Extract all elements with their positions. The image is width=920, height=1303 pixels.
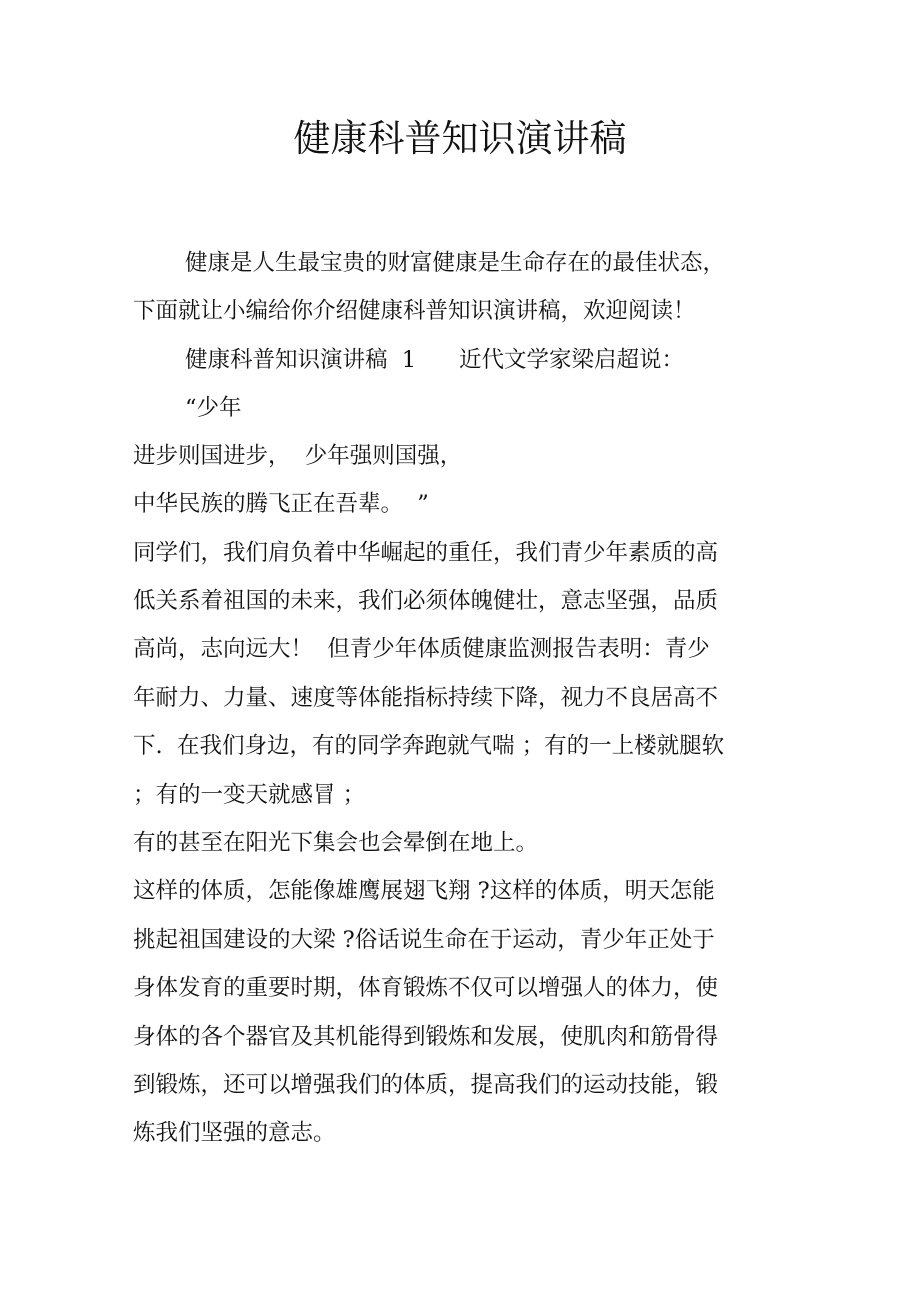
body-line: ；有的一变天就感冒 ； <box>133 782 366 808</box>
body-line: 健康是人生最宝贵的财富健康是生命存在的最佳状态， <box>185 250 726 276</box>
body-line: “少年 <box>185 395 242 421</box>
body-line: 中华民族的腾飞正在吾辈。 ” <box>133 491 429 517</box>
body-line: 挑起祖国建设的大梁 ?俗话说生命在于运动，青少年正处于 <box>133 927 715 953</box>
body-line: 身体的各个器官及其机能得到锻炼和发展，使肌肉和筋骨得 <box>133 1024 719 1050</box>
body-line: 身体发育的重要时期，体育锻炼不仅可以增强人的体力，使 <box>133 975 719 1001</box>
body-line: 炼我们坚强的意志。 <box>133 1120 336 1146</box>
body-line: 有的甚至在阳光下集会也会晕倒在地上。 <box>133 830 539 856</box>
body-line: 高尚，志向远大！ 但青少年体质健康监测报告表明：青少 <box>133 636 710 662</box>
body-line: 到锻炼，还可以增强我们的体质，提高我们的运动技能，锻 <box>133 1072 719 1098</box>
page-title: 健康科普知识演讲稿 <box>293 117 627 160</box>
body-line: 进步则国进步， 少年强则国强， <box>133 443 463 469</box>
body-line: 健康科普知识演讲稿 1 近代文学家梁启超说： <box>185 347 685 373</box>
body-line: 年耐力、力量、速度等体能指标持续下降，视力不良居高不 <box>133 685 719 711</box>
body-line: 下. 在我们身边，有的同学奔跑就气喘 ；有的一上楼就腿软 <box>133 733 725 759</box>
body-line: 同学们，我们肩负着中华崛起的重任，我们青少年素质的高 <box>133 540 719 566</box>
body-line: 这样的体质，怎能像雄鹰展翅飞翔 ?这样的体质，明天怎能 <box>133 878 715 904</box>
body-line: 下面就让小编给你介绍健康科普知识演讲稿，欢迎阅读！ <box>133 298 696 324</box>
body-line: 低关系着祖国的未来，我们必须体魄健壮，意志坚强，品质 <box>133 588 719 614</box>
